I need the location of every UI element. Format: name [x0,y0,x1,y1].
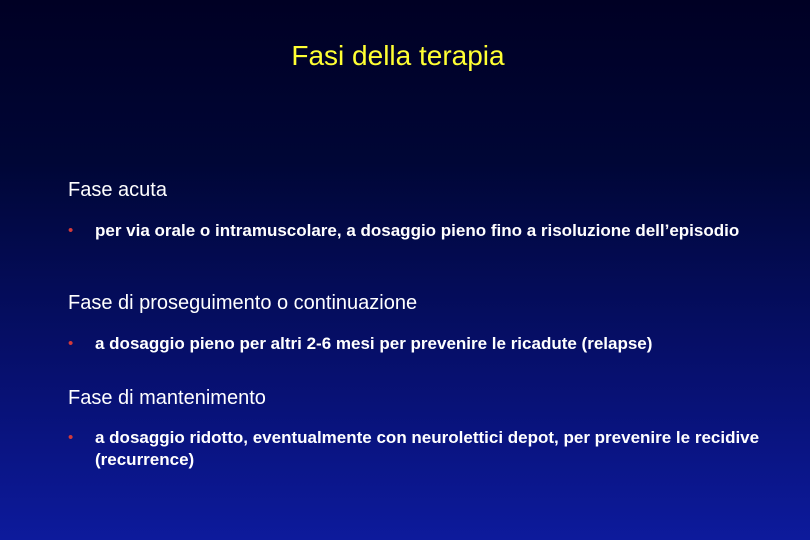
bullet-item-maintenance [68,427,788,471]
section-heading-continuation: Fase di proseguimento o continuazione [68,292,418,314]
section-heading-acute: Fase acuta [68,179,167,201]
bullet-item-continuation [68,333,788,355]
bullet-text-acute: per via orale o intramuscolare, a dosaggio pieno fino a risoluzione dell’episodio [95,221,740,240]
bullet-text-maintenance: a dosaggio ridotto, eventualmente con neurolettici depot, per prevenire le recidive (recurrence) [95,428,760,469]
bullet-text-continuation: a dosaggio pieno per altri 2-6 mesi per prevenire le ricadute (relapse) [95,334,653,353]
bullet-dot-icon: • [68,222,74,239]
bullet-item-acute [68,220,788,242]
slide-title: Fasi della terapia [291,40,505,71]
bullet-dot-icon: • [68,429,74,446]
section-heading-maintenance: Fase di mantenimento [68,387,266,409]
bullet-dot-icon: • [68,335,74,352]
